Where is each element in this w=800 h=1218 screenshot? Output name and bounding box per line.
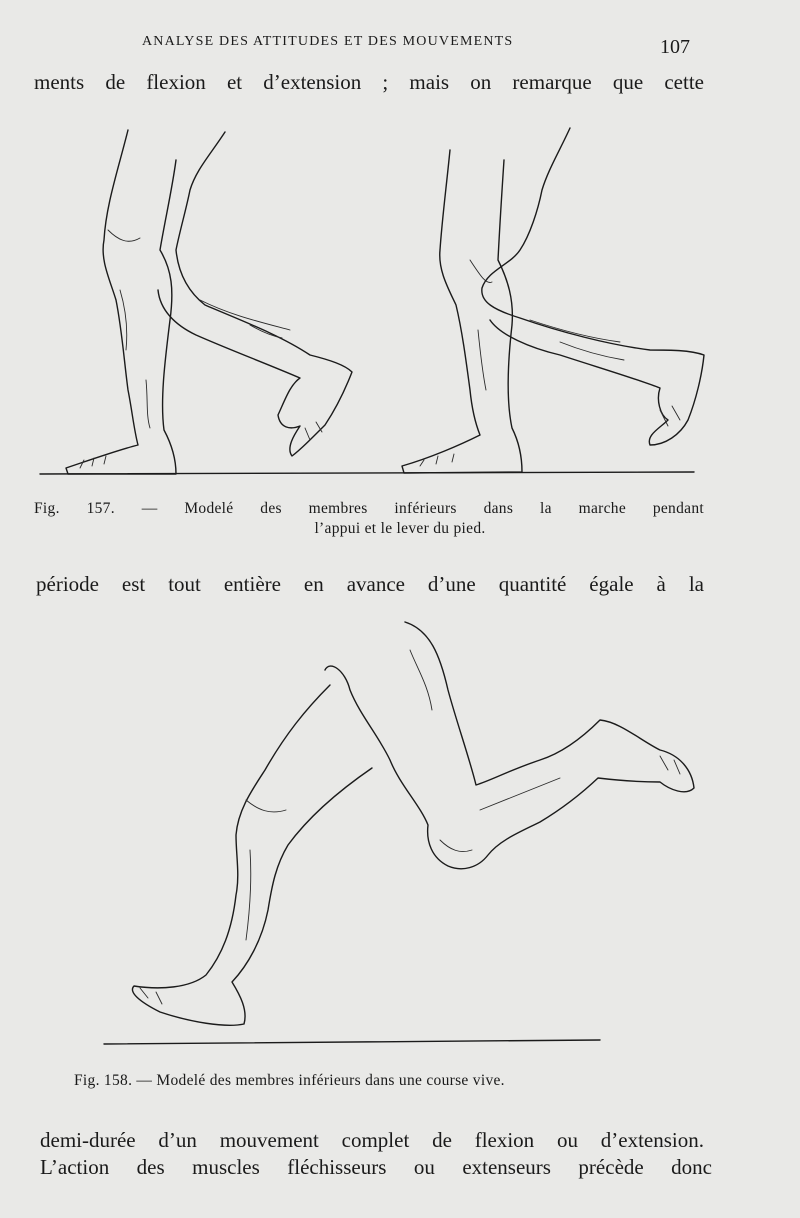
- ground-line: [104, 1040, 600, 1044]
- running-head: ANALYSE DES ATTITUDES ET DES MOUVEMENTS: [142, 34, 514, 49]
- left-lifting-leg: [158, 132, 352, 456]
- right-supporting-leg: [402, 150, 522, 473]
- figure-157-caption-continued: l’appui et le lever du pied.: [314, 520, 486, 537]
- right-lifting-leg: [482, 128, 704, 445]
- figure-157-caption: Fig. 157. — Modelé des membres inférieurs dans la marche pendant: [34, 500, 704, 517]
- figure-158-caption: Fig. 158. — Modelé des membres inférieurs dans une course vive.: [74, 1072, 505, 1089]
- body-text-line: L’action des muscles fléchisseurs ou extenseurs précède donc: [40, 1155, 712, 1179]
- body-text-line: période est tout entière en avance d’une quantité égale à la: [36, 572, 704, 596]
- body-text-line: demi-durée d’un mouvement complet de flexion ou d’extension.: [40, 1128, 704, 1152]
- left-supporting-leg: [66, 130, 176, 474]
- body-text-line: ments de flexion et d’extension ; mais on remarque que cette: [34, 70, 704, 94]
- running-rear-leg: [132, 685, 372, 1025]
- figure-157-walking-legs: [0, 110, 800, 485]
- figure-158-running-legs: [0, 610, 800, 1060]
- page-number: 107: [660, 36, 690, 58]
- running-front-leg: [325, 622, 694, 869]
